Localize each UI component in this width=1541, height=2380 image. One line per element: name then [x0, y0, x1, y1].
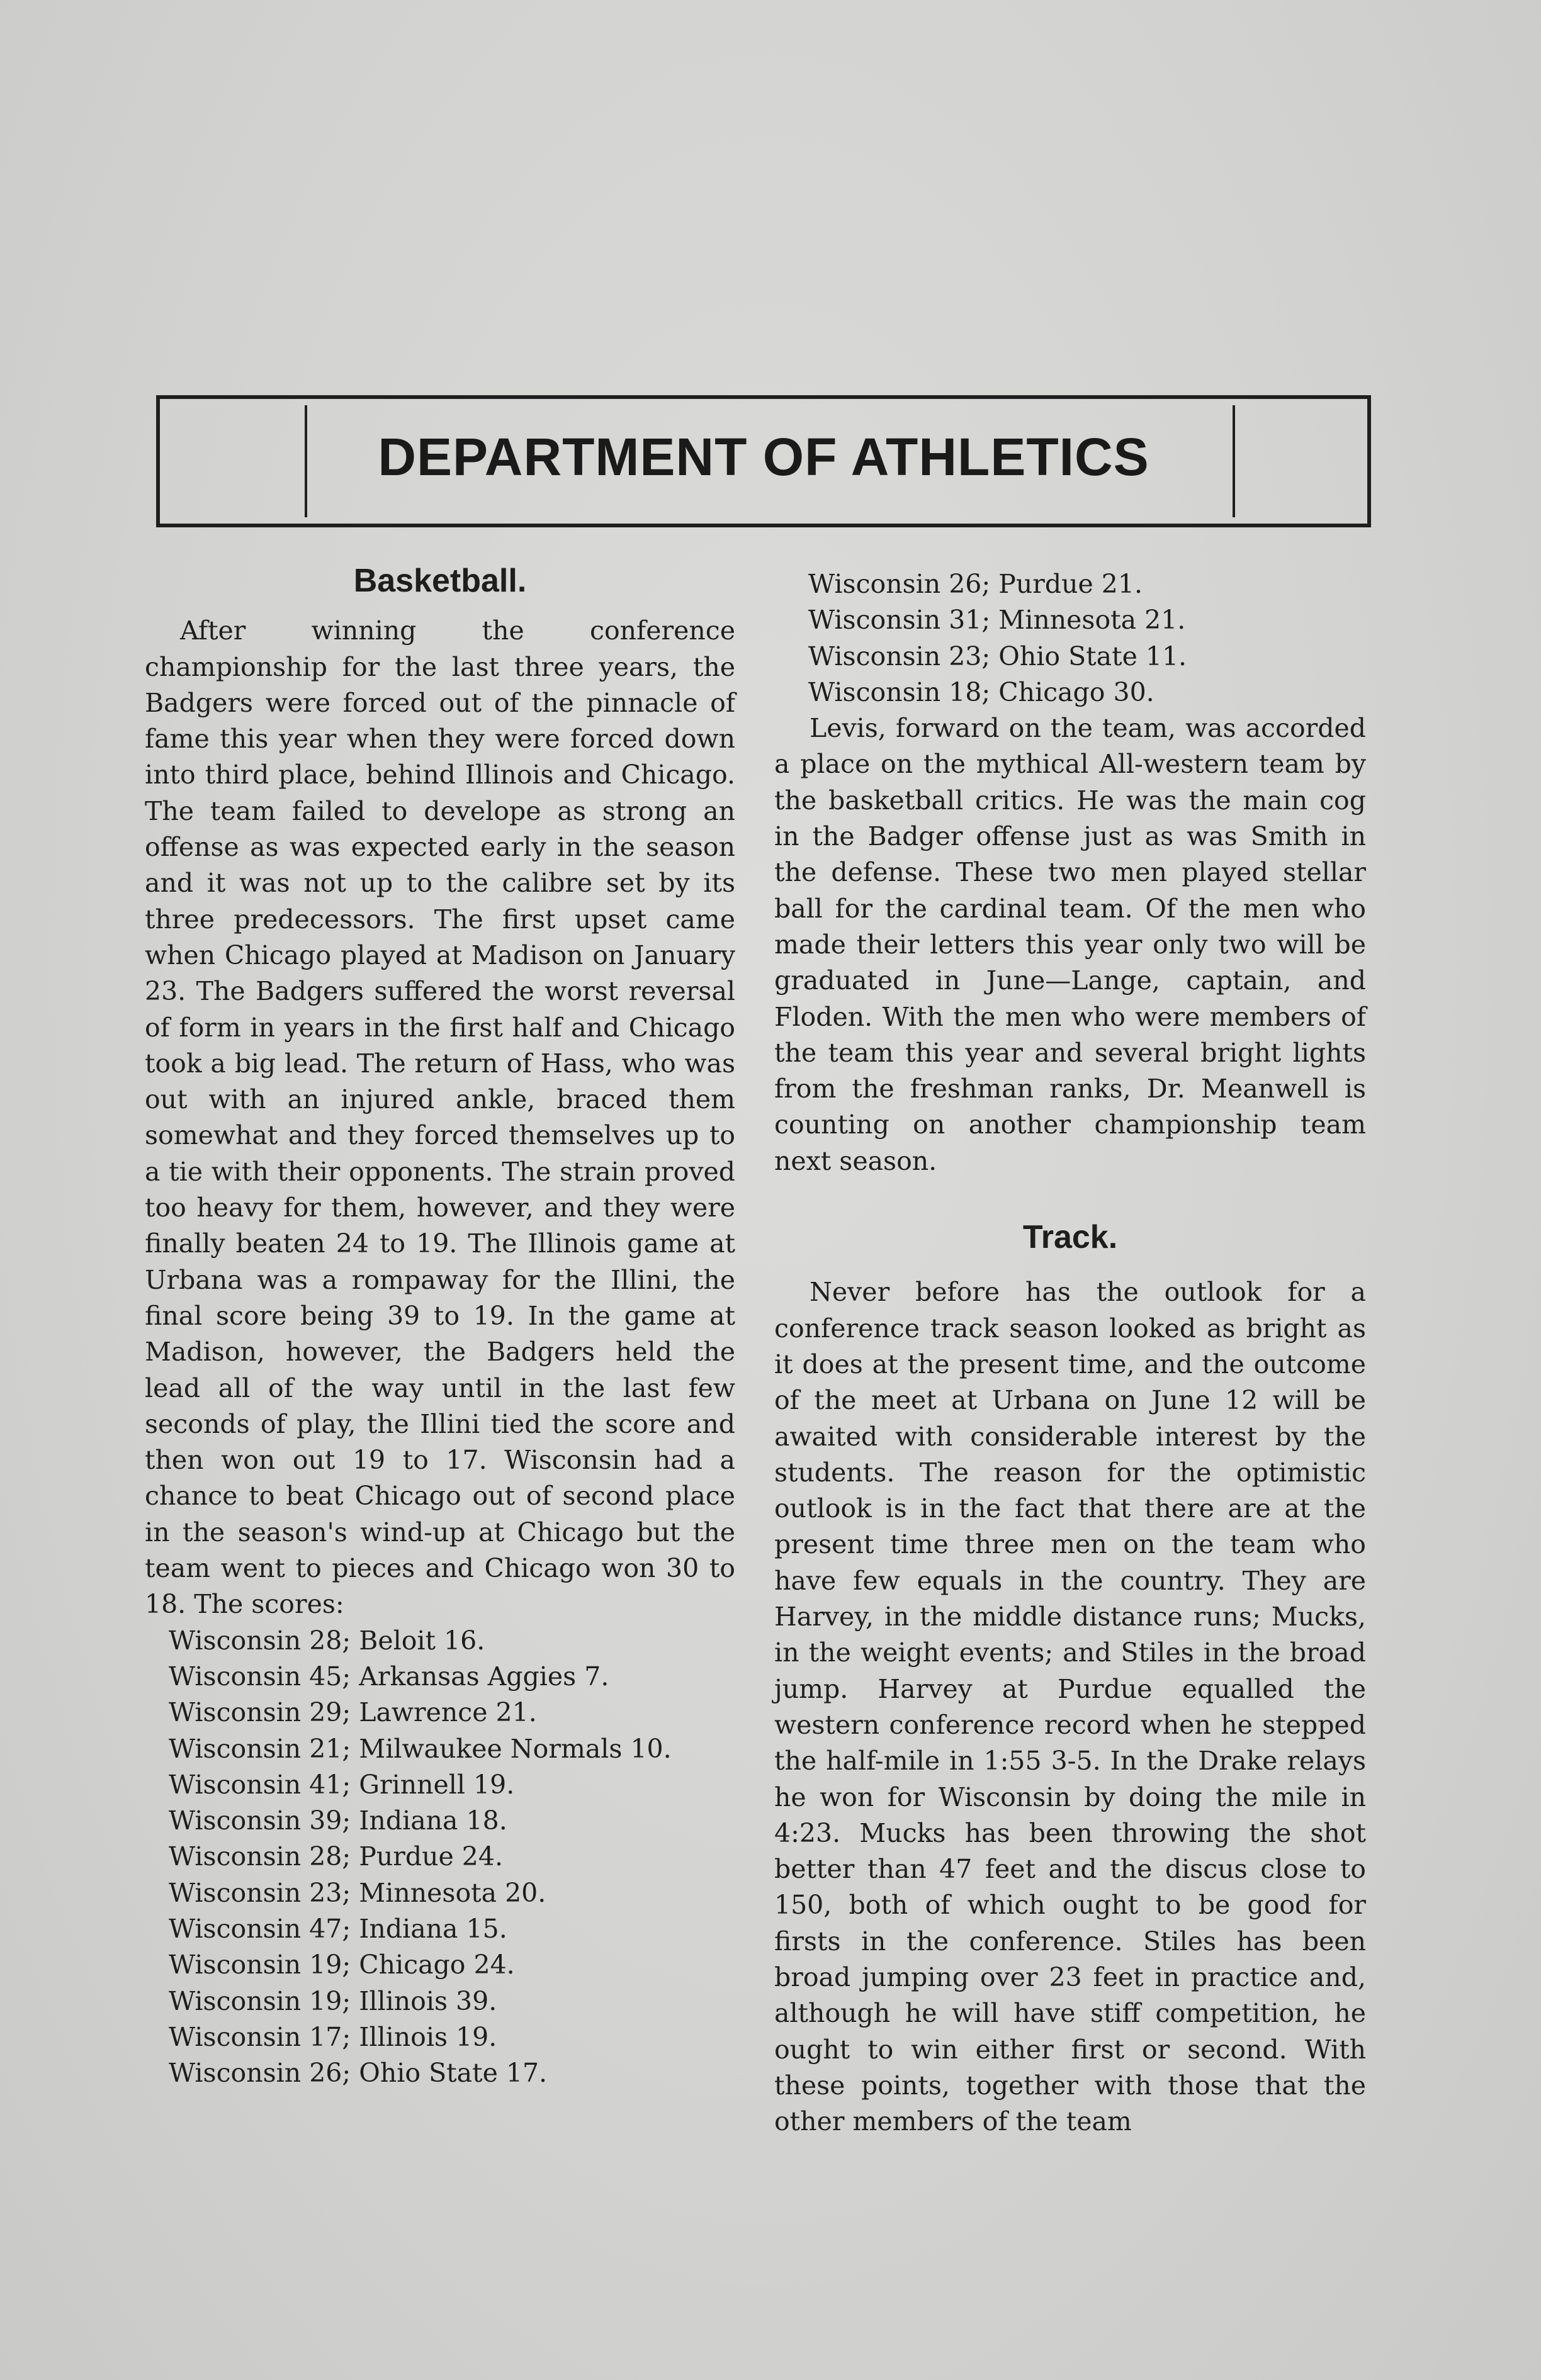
score-line: Wisconsin 18; Chicago 30. — [808, 676, 1154, 707]
basketball-closing-paragraph: Levis, forward on the team, was accorded a place on the mythical All-western team by the basketball critics. He was the main cog in the Badger offense just as was Smith in the defense. These two men played stellar ball for the cardinal team. Of the men who made their letters this year only two will be graduated in June—Lange, captain, and Floden. With the men who were members of the team this year and several bright lights from the freshman ranks, Dr. Meanwell is counting on another championship team next season. — [774, 713, 1366, 1176]
department-title: DEPARTMENT OF ATHLETICS — [378, 427, 1149, 486]
left-column — [145, 563, 735, 2091]
score-line: Wisconsin 23; Ohio State 11. — [808, 641, 1187, 671]
track-heading: Track. — [1022, 1219, 1118, 1256]
score-line: Wisconsin 26; Purdue 21. — [808, 569, 1143, 599]
score-line: Wisconsin 19; Chicago 24. — [169, 1950, 515, 1980]
score-line: Wisconsin 17; Illinois 19. — [169, 2021, 497, 2052]
department-header-box — [156, 395, 1371, 527]
score-line: Wisconsin 45; Arkansas Aggies 7. — [169, 1661, 609, 1692]
basketball-heading: Basketball. — [353, 563, 527, 599]
score-line: Wisconsin 41; Grinnell 19. — [169, 1769, 515, 1800]
right-column — [774, 566, 1366, 2140]
track-paragraph: Never before has the outlook for a conference track season looked as bright as it does at the present time, and the outcome of the meet at Urbana on June 12 will be awaited with considerable interest by the students. The reason for the optimistic outlook is in the fact that there are at the present time three men on the team who have few equals in the country. They are Harvey, in the middle distance runs; Mucks, in the weight events; and Stiles in the broad jump. Harvey at Purdue equalled the western conference record when he stepped the half-mile in 1:55 3-5. In the Drake relays he won for Wisconsin by doing the mile in 4:23. Mucks has been throwing the shot better than 47 feet and the discus close to 150, both of which ought to be good for firsts in the conference. Stiles has been broad jumping over 23 feet in practice and, although he will have stiff competition, he ought to win either first or second. With these points, together with those that the other members of the team — [774, 1277, 1366, 2137]
score-line: Wisconsin 29; Lawrence 21. — [169, 1697, 537, 1728]
score-line: Wisconsin 28; Purdue 24. — [169, 1841, 503, 1872]
score-line: Wisconsin 28; Beloit 16. — [169, 1625, 485, 1656]
score-line: Wisconsin 23; Minnesota 20. — [169, 1877, 546, 1908]
score-line: Wisconsin 26; Ohio State 17. — [169, 2058, 548, 2089]
score-line: Wisconsin 39; Indiana 18. — [169, 1805, 507, 1836]
score-line: Wisconsin 19; Illinois 39. — [169, 1985, 497, 2016]
basketball-scores-list — [145, 1623, 735, 2092]
basketball-paragraph: After winning the conference championship for the last three years, the Badgers were forced out of the pinnacle of fame this year when they were forced down into third place, behind Illinois and Chicago. The team failed to develope as strong an offense as was expected early in the season and it was not up to the calibre set by its three predecessors. The first upset came when Chicago played at Madison on January 23. The Badgers suffered the worst reversal of form in years in the first half and Chicago took a big lead. The return of Hass, who was out with an injured ankle, braced them somewhat and they forced themselves up to a tie with their opponents. The strain proved too heavy for them, however, and they were finally beaten 24 to 19. The Illinois game at Urbana was a rompaway for the Illini, the final score being 39 to 19. In the game at Madison, however, the Badgers held the lead all of the way until in the last few seconds of play, the Illini tied the score and then won out 19 to 17. Wisconsin had a chance to beat Chicago out of second place in the season's wind-up at Chicago but the team went to pieces and Chicago won 30 to 18. The scores: — [145, 615, 735, 1620]
score-line: Wisconsin 47; Indiana 15. — [169, 1913, 507, 1944]
score-line: Wisconsin 21; Milwaukee Normals 10. — [169, 1733, 672, 1764]
score-line: Wisconsin 31; Minnesota 21. — [808, 605, 1186, 636]
basketball-scores-continued — [774, 566, 1366, 710]
